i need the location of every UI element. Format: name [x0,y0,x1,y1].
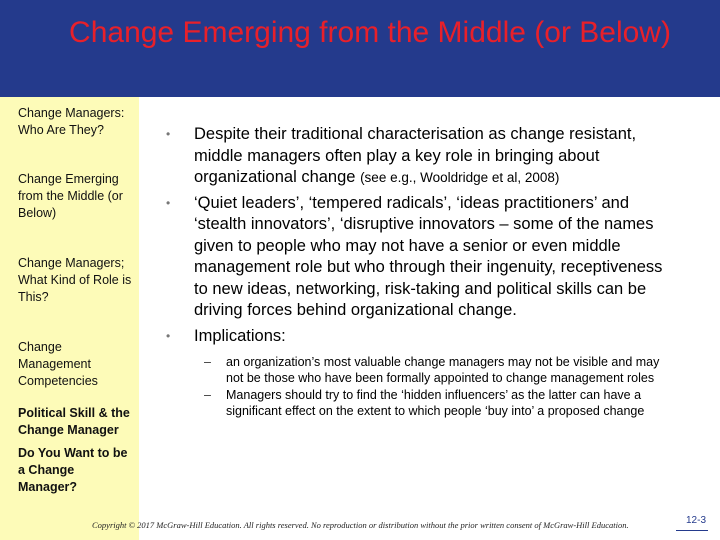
sidebar-item-role[interactable]: Change Managers; What Kind of Role is This? [18,256,132,304]
dash-icon: – [204,355,211,369]
sidebar-item-competencies[interactable]: Change Management Competencies [18,340,98,388]
main-content [160,124,680,419]
sub-bullet-text: an organization’s most valuable change managers may not be visible and may not be those who have been formally appointed to change management roles [226,355,660,385]
bullet-text: ‘Quiet leaders’, ‘tempered radicals’, ‘ideas practitioners’ and ‘stealth innovators’, ‘disruptive innovators – some of the names given to people who may not have a senior or even middle management role but who through their ingenuity, receptiveness to new ideas, networking, risk-taking and political skills can be driving forces behind organizational change. [194,193,663,319]
header-bar [0,0,720,97]
bullet-text: Implications: [194,326,286,345]
bullet-item [160,124,680,189]
bullet-icon: • [166,328,171,343]
sub-bullet-text: Managers should try to find the ‘hidden influencers’ as the latter can have a significant effect on the extent to which people ‘buy into’ a proposed change [226,388,645,418]
sidebar-item-do-you-want[interactable]: Do You Want to be a Change Manager? [18,446,128,494]
copyright-notice: Copyright © 2017 McGraw-Hill Education. All rights reserved. No reproduction or distribution without the prior written consent of McGraw-Hill Education. [92,520,629,530]
bullet-icon: • [166,195,171,210]
dash-icon: – [204,388,211,402]
bullet-text: Despite their traditional characterisation as change resistant, middle managers often play a key role in bringing about organizational change [194,125,637,186]
sub-bullet-item [160,355,680,386]
bullet-item [160,193,680,322]
bullet-icon: • [166,127,171,141]
sub-bullet-item [160,388,680,419]
sidebar-item-change-managers[interactable]: Change Managers: Who Are They? [18,106,125,137]
slide-title: Change Emerging from the Middle (or Below) [69,16,671,49]
sidebar-item-political-skill[interactable]: Political Skill & the Change Manager [18,406,130,437]
sidebar [0,97,139,540]
sidebar-item-change-emerging[interactable]: Change Emerging from the Middle (or Below) [18,172,123,220]
page-number-underline [676,530,708,531]
citation-text: (see e.g., Wooldridge et al, 2008) [360,170,560,185]
page-number: 12-3 [686,515,707,526]
bullet-item [160,326,680,348]
